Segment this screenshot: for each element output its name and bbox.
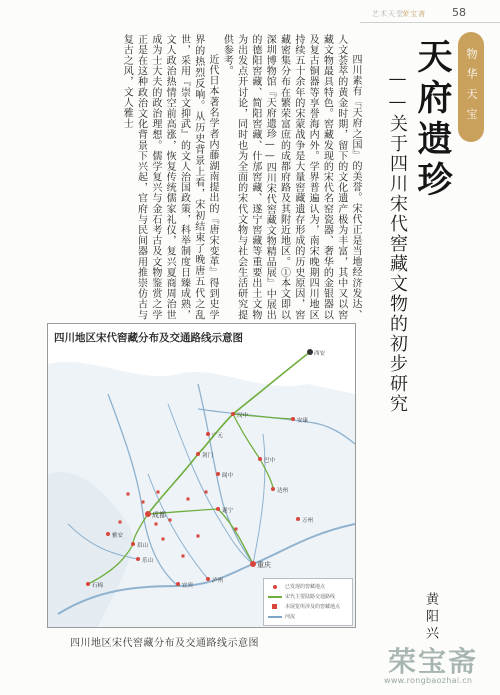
map-city-label: 汉中 bbox=[237, 413, 249, 419]
map-city-dot bbox=[196, 452, 200, 456]
section-stamp bbox=[458, 32, 484, 142]
map-site-marker bbox=[235, 528, 238, 531]
map-city-dot bbox=[176, 582, 180, 586]
map-city-dot bbox=[231, 412, 235, 416]
map-city-dot bbox=[250, 561, 256, 567]
article-subtitle: ——关于四川宋代窖藏文物的初步研究 bbox=[387, 68, 408, 414]
map-city-label: 成都 bbox=[152, 511, 166, 519]
map-city-dot bbox=[136, 557, 140, 561]
map-site-marker bbox=[157, 491, 160, 494]
legend-road-swatch bbox=[268, 596, 282, 598]
map-city-label: 安康 bbox=[297, 418, 309, 424]
map-city-dot bbox=[271, 487, 275, 491]
legend-row bbox=[268, 593, 335, 600]
legend-label: 本展览所涉及的窖藏地点 bbox=[285, 604, 341, 610]
map-city-label: 巴中 bbox=[264, 458, 276, 464]
map-caption: 四川地区宋代窖藏分布及交通路线示意图 bbox=[70, 638, 259, 649]
map-city-label: 重庆 bbox=[257, 561, 271, 569]
map-city-dot bbox=[307, 349, 313, 355]
map-city-label: 阆中 bbox=[222, 473, 234, 479]
map-city-label: 乐山 bbox=[142, 558, 154, 564]
map-city-label: 万州 bbox=[302, 518, 314, 524]
map-city-dot bbox=[131, 542, 135, 546]
map-city-dot bbox=[216, 507, 220, 511]
legend-label: 宋代主要陆路交通路线 bbox=[285, 594, 336, 600]
map-site-marker bbox=[119, 521, 122, 524]
map-site-marker bbox=[142, 501, 145, 504]
legend-row bbox=[268, 583, 325, 590]
map-city-label: 遂宁 bbox=[222, 508, 234, 514]
header-magazine: 艺术天堂 bbox=[372, 10, 404, 18]
legend-label: 河流 bbox=[285, 614, 296, 620]
map-city-label: 宜宾 bbox=[182, 583, 194, 589]
map-city-dot bbox=[258, 457, 262, 461]
map-city-dot bbox=[206, 432, 210, 436]
map-city-dot bbox=[216, 472, 220, 476]
map-site-marker bbox=[187, 498, 190, 501]
map-city-label: 剑门 bbox=[202, 453, 214, 459]
map-city-label: 广元 bbox=[212, 433, 224, 439]
body-paragraph: 近代日本著名学者内藤湖南提出的『唐宋变革』得到史学界的热烈反响。从历史背景上看，宋初结束了晚唐五代之乱世，采用『崇文抑武』的文人治国政策，科举制度日臻成熟，文人政治热情空前高涨，恢复传统儒家礼仪，复兴夏商周治世成为士大夫的政治理想。儒学复兴与金石考古及文物鉴赏之学正是在这种政治文化背景下兴起，官府与民间器用推崇仿古与复古之风，文人雅士 bbox=[121, 34, 219, 320]
article-author: 黄阳兴 bbox=[423, 592, 438, 643]
legend-river-swatch bbox=[268, 616, 282, 618]
map-city-label: 泸州 bbox=[212, 578, 224, 584]
legend-site-swatch bbox=[273, 585, 277, 589]
map-city-label: 达州 bbox=[277, 488, 289, 494]
map-site-marker bbox=[197, 535, 200, 538]
map-site-marker bbox=[205, 491, 208, 494]
map-site-marker bbox=[169, 519, 172, 522]
map-city-dot bbox=[291, 417, 295, 421]
map-site-marker bbox=[155, 523, 158, 526]
map-site-marker bbox=[182, 555, 185, 558]
legend-row bbox=[268, 603, 340, 610]
map-site-marker bbox=[127, 493, 130, 496]
page-number: 58 bbox=[452, 6, 466, 19]
body-paragraph: 四川素有『天府之国』的美誉。宋代正是当地经济发达、人文荟萃的黄金时期，留下的文化遗产极为丰富，其中又以窖藏文物最具特色。窖藏发现的宋代名窑瓷器、奢华的金银器以及复古铜器等享誉海内外。学界普遍认为，南宋晚期四川地区持续五十余年的宋蒙战争是大量窖藏遗存形成的历史原因，窖藏密集分布在繁荣富庶的成都府路及其附近地区。①本文即以深圳博物馆『天府遗珍——四川宋代窖藏文物精品展』中展出的德阳窖藏、简阳窖藏、什邡窖藏、遂宁窖藏等重要出土文物为出发点开讨论，同时也为全面的宋代文物与社会生活研究提供参考。 bbox=[221, 34, 361, 320]
article-body bbox=[46, 34, 362, 320]
map-city-label: 雅安 bbox=[112, 533, 124, 539]
header-section: 荣宝斋 bbox=[402, 10, 426, 18]
map-city-label: 西安 bbox=[314, 351, 326, 357]
stamp-text: 物华天宝 bbox=[465, 48, 478, 128]
map-legend bbox=[263, 578, 353, 626]
map-city-dot bbox=[106, 532, 110, 536]
map-city-dot bbox=[206, 577, 210, 581]
distribution-map bbox=[47, 323, 356, 628]
watermark-logo: 荣宝斋 bbox=[388, 645, 479, 678]
header-rule bbox=[360, 22, 500, 23]
map-city-dot bbox=[296, 517, 300, 521]
map-title: 四川地区宋代窖藏分布及交通路线示意图 bbox=[54, 332, 243, 344]
map-city-dot bbox=[145, 511, 151, 517]
legend-row bbox=[268, 613, 295, 620]
page-header bbox=[0, 0, 500, 24]
map-city-label: 眉山 bbox=[137, 543, 149, 549]
article-title: 天府遗珍 bbox=[412, 38, 453, 202]
map-site-marker bbox=[162, 538, 165, 541]
map-city-label: 石棉 bbox=[92, 583, 104, 589]
watermark-url: www.rongbaozhai.cn bbox=[384, 676, 473, 685]
legend-exhibit-swatch bbox=[272, 604, 277, 609]
legend-label: 已发现的窖藏地点 bbox=[285, 584, 326, 590]
map-city-dot bbox=[86, 582, 90, 586]
